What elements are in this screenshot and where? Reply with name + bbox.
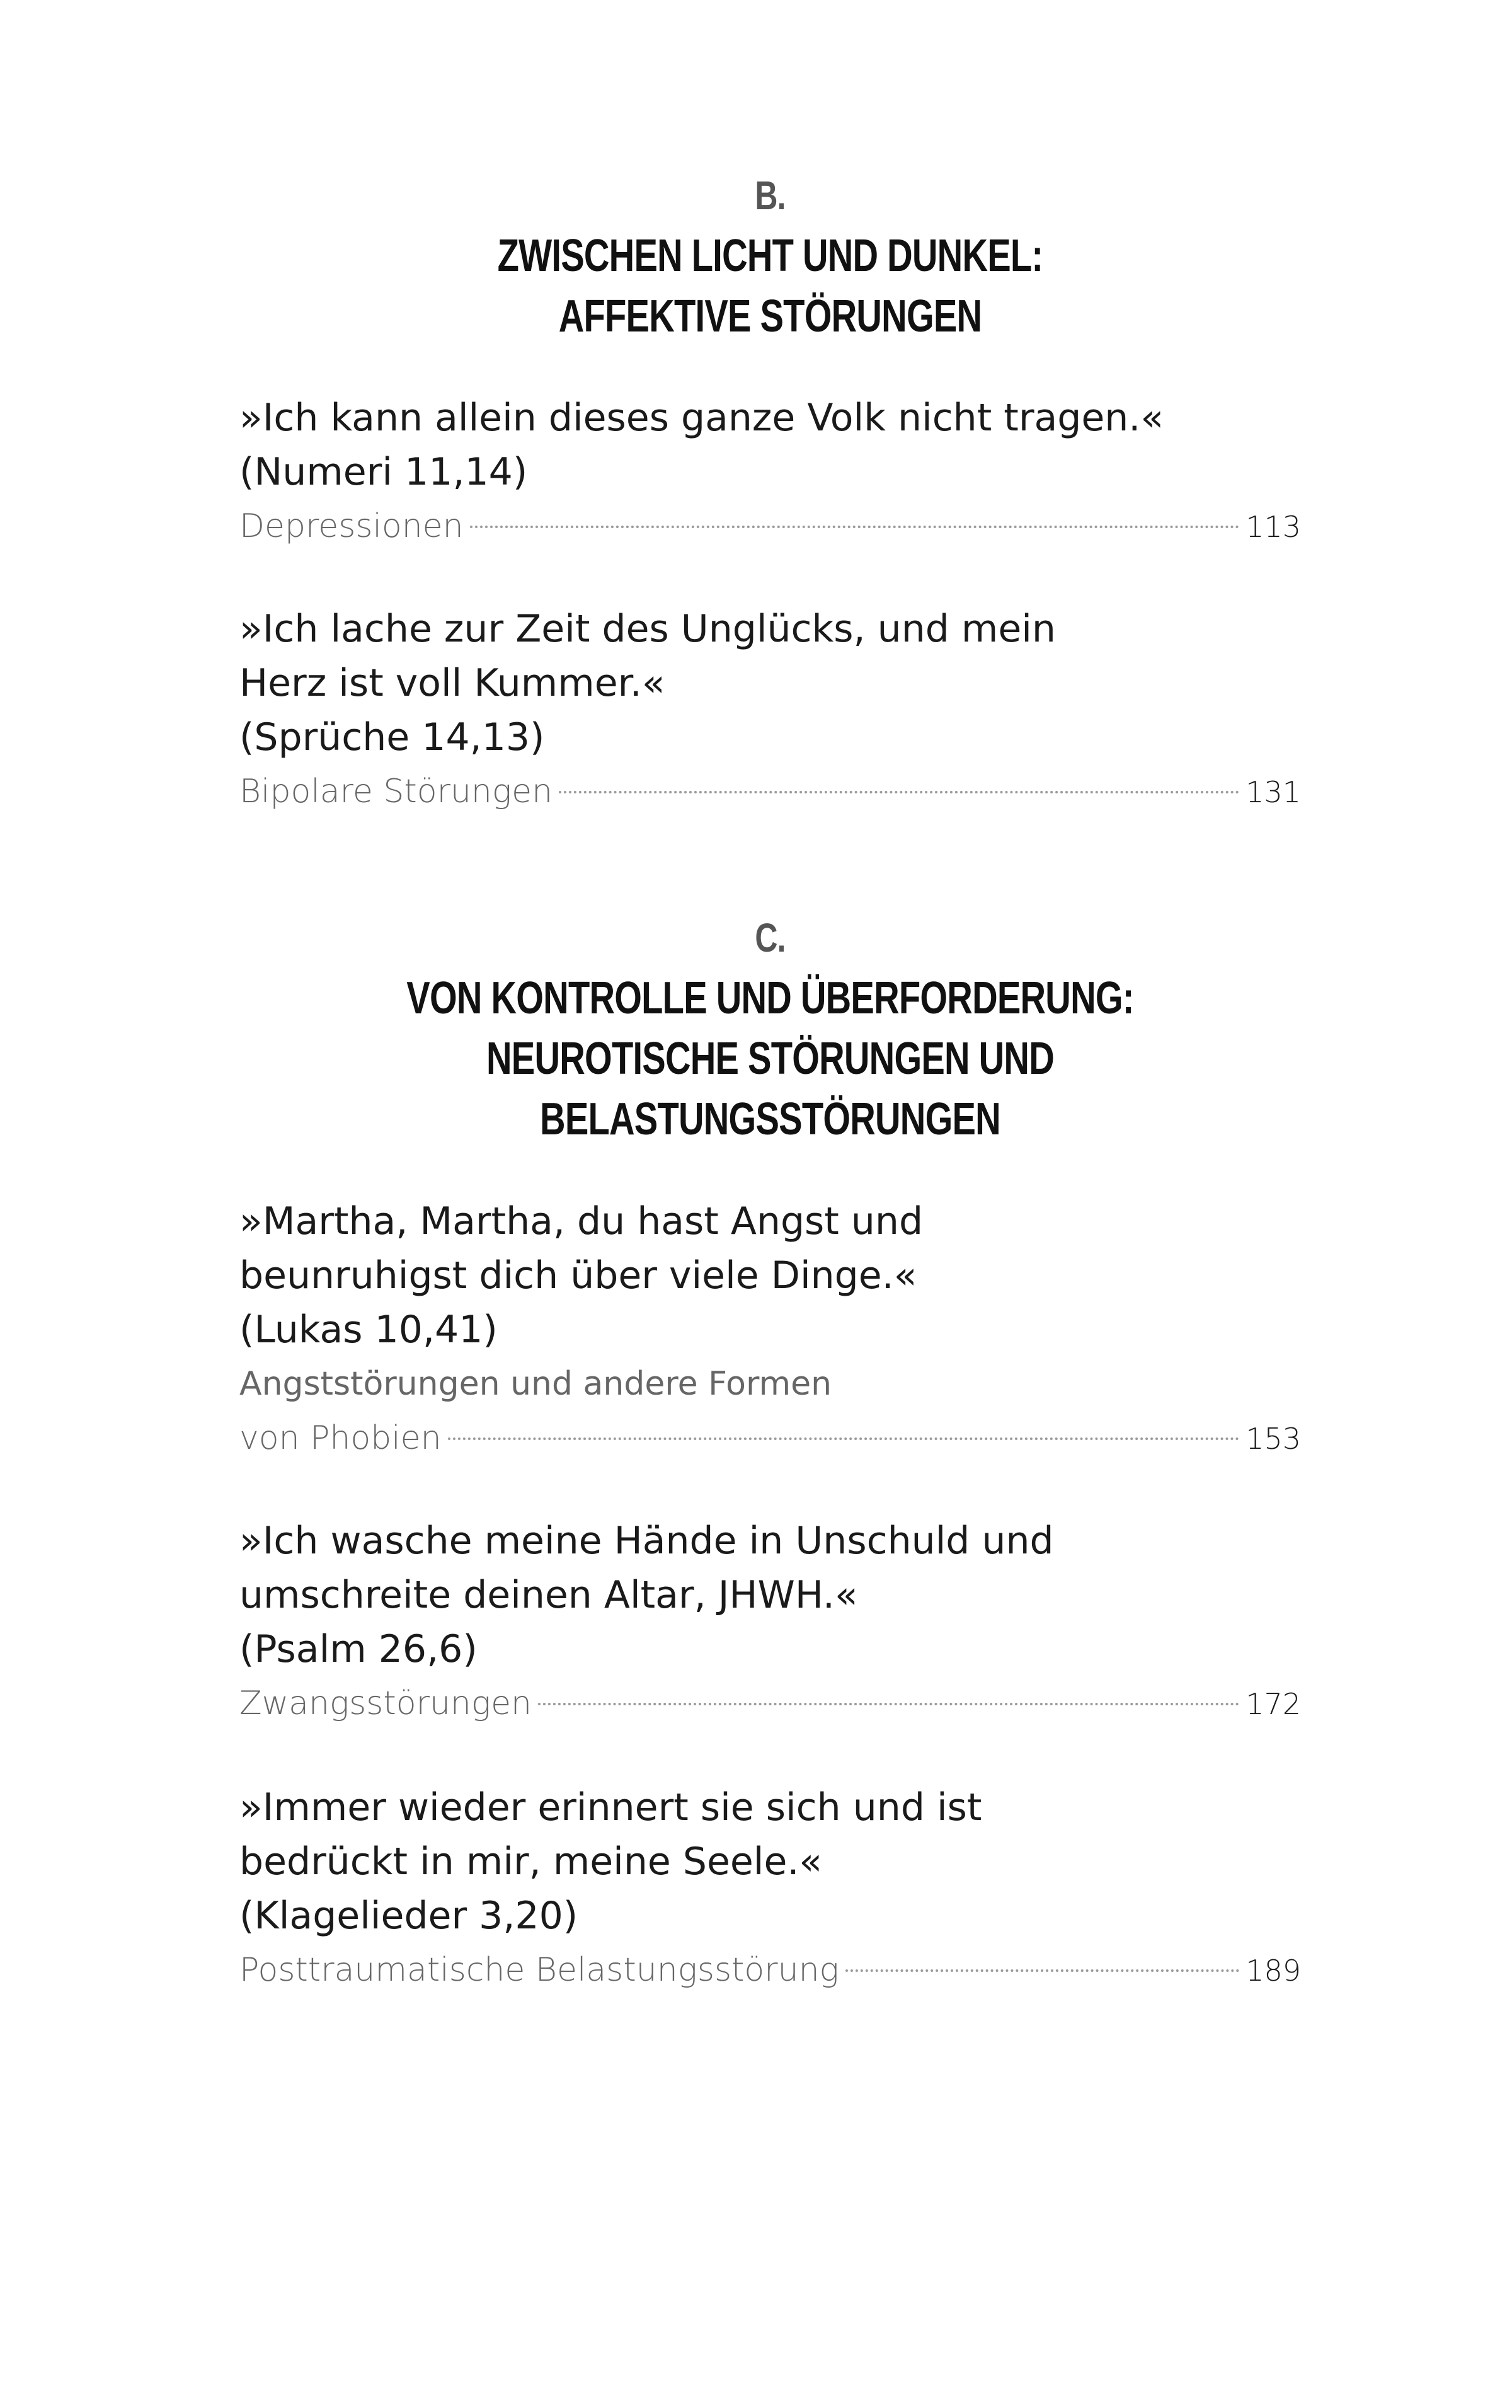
quote-line: (Lukas 10,41) xyxy=(239,1308,498,1352)
dot-leader xyxy=(538,1703,1239,1705)
toc-entry xyxy=(239,1514,1301,1731)
dot-leader xyxy=(470,526,1240,528)
entry-quote xyxy=(239,602,1301,764)
entry-page-number: 172 xyxy=(1246,1687,1301,1721)
section-title-line: BELASTUNGSSTÖRUNGEN xyxy=(540,1094,1000,1144)
entry-page-number: 153 xyxy=(1246,1422,1301,1456)
quote-line: »Ich wasche meine Hände in Unschuld und xyxy=(239,1519,1054,1563)
toc-line[interactable] xyxy=(239,764,1301,819)
dot-leader xyxy=(448,1437,1240,1440)
section-b xyxy=(239,165,1301,347)
quote-line: »Immer wieder erinnert sie sich und ist xyxy=(239,1785,982,1829)
dot-leader xyxy=(559,791,1239,793)
quote-line: »Ich lache zur Zeit des Unglücks, und mein xyxy=(239,607,1056,651)
toc-line[interactable] xyxy=(239,1411,1301,1466)
section-letter: B. xyxy=(755,173,786,218)
entry-page-number: 113 xyxy=(1246,510,1301,544)
toc-entry xyxy=(239,1194,1301,1466)
entry-topic: von Phobien xyxy=(239,1419,442,1457)
quote-line: umschreite deinen Altar, JHWH.« xyxy=(239,1573,858,1617)
quote-line: Herz ist voll Kummer.« xyxy=(239,661,665,705)
quote-line: »Martha, Martha, du hast Angst und xyxy=(239,1199,924,1243)
section-title-line: ZWISCHEN LICHT UND DUNKEL: xyxy=(497,231,1043,281)
entry-quote xyxy=(239,1514,1301,1676)
toc-entry xyxy=(239,602,1301,819)
section-letter: C. xyxy=(755,915,786,960)
toc-entry xyxy=(239,391,1301,554)
quote-line: (Klagelieder 3,20) xyxy=(239,1894,578,1938)
section-heading xyxy=(356,165,1184,347)
section-title-line: AFFEKTIVE STÖRUNGEN xyxy=(558,291,982,342)
entry-topic: Zwangsstörungen xyxy=(239,1685,532,1722)
toc-line[interactable] xyxy=(239,1676,1301,1731)
section-title-line: VON KONTROLLE UND ÜBERFORDERUNG: xyxy=(406,973,1134,1023)
quote-line: beunruhigst dich über viele Dinge.« xyxy=(239,1253,917,1298)
toc-line[interactable] xyxy=(239,1943,1301,1998)
entry-quote xyxy=(239,1780,1301,1943)
entry-page-number: 189 xyxy=(1246,1954,1301,1988)
section-heading xyxy=(356,907,1184,1149)
quote-line: (Numeri 11,14) xyxy=(239,450,528,494)
section-c xyxy=(239,907,1301,1149)
entry-topic: Bipolare Störungen xyxy=(239,773,553,810)
quote-line: »Ich kann allein dieses ganze Volk nicht tragen.« xyxy=(239,396,1164,440)
quote-line: bedrückt in mir, meine Seele.« xyxy=(239,1840,823,1884)
toc-entry xyxy=(239,1780,1301,1998)
quote-line: (Sprüche 14,13) xyxy=(239,715,545,759)
dot-leader xyxy=(845,1969,1239,1972)
entry-topic: Posttraumatische Belastungsstörung xyxy=(239,1951,839,1989)
entry-topic-first-line: Angststörungen und andere Formen xyxy=(239,1365,832,1403)
entry-quote xyxy=(239,1194,1301,1357)
quote-line: (Psalm 26,6) xyxy=(239,1627,478,1671)
entry-topic: Depressionen xyxy=(239,507,464,545)
section-title-line: NEUROTISCHE STÖRUNGEN UND xyxy=(486,1034,1054,1084)
entry-page-number: 131 xyxy=(1246,775,1301,809)
entry-quote xyxy=(239,391,1301,499)
toc-line[interactable] xyxy=(239,499,1301,554)
